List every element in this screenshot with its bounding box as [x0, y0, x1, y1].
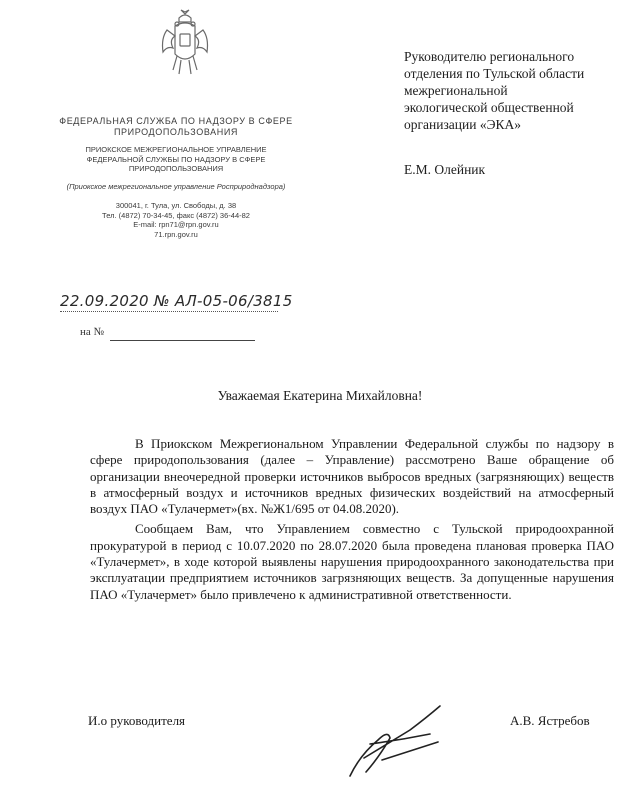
recipient-name: Е.М. Олейник: [404, 162, 486, 177]
agency-contacts: [56, 201, 296, 239]
agency-subdivision: ПРИОКСКОЕ МЕЖРЕГИОНАЛЬНОЕ УПРАВЛЕНИЕ ФЕДЕРАЛЬНОЙ СЛУЖБЫ ПО НАДЗОРУ В СФЕРЕ ПРИРОДОПОЛЬЗОВАНИЯ: [85, 145, 267, 173]
recipient-line: организации «ЭКА»: [404, 117, 522, 132]
agency-website: 71.rpn.gov.ru: [154, 229, 198, 239]
agency-title: ФЕДЕРАЛЬНАЯ СЛУЖБА ПО НАДЗОРУ В СФЕРЕ ПРИРОДОПОЛЬЗОВАНИЯ: [59, 116, 293, 137]
reference-line: [110, 340, 255, 341]
date-underline: [60, 310, 278, 312]
signer-name: А.В. Ястребов: [510, 713, 590, 728]
outgoing-date-number: 22.09.2020 № АЛ-05-06/3815: [60, 292, 293, 310]
recipient-line: отделения по Тульской области: [404, 66, 585, 81]
letter-body: [90, 436, 614, 607]
body-paragraph: Сообщаем Вам, что Управлением совместно с Тульской природоохранной прокуратурой в период с 10.07.2020 по 28.07.2020 была проведена плановая проверка ПАО «Тулачермет», в ходе которой выявлены нарушения природоохранного законодательства при эксплуатации предприятием источников загрязняющих веществ. За допущенные нарушения ПАО «Тулачермет» было привлечено к административной ответственности.: [90, 521, 614, 602]
handwritten-signature: [330, 700, 450, 782]
agency-address: 300041, г. Тула, ул. Свободы, д. 38: [115, 201, 237, 210]
coat-of-arms-emblem: [157, 8, 213, 80]
recipient-block: [404, 48, 614, 133]
recipient-line: экологической общественной: [404, 100, 574, 115]
reference-label: на №: [80, 326, 105, 338]
agency-phone: Тел. (4872) 70-34-45, факс (4872) 36-44-82: [102, 210, 250, 220]
body-paragraph: В Приокском Межрегиональном Управлении Федеральной службы по надзору в сфере природопользования (далее – Управление) рассмотрено Ваше обращение об организации внеочередной проверки источников выбросов вредных (загрязняющих) веществ в атмосферный воздух и источников вредных физических воздействий на атмосферный воздух ПАО «Тулачермет»(вх. №Ж1/695 от 04.08.2020).: [90, 436, 614, 517]
agency-short-name: (Приокское межрегиональное управление Росприроднадзора): [66, 181, 286, 191]
salutation: Уважаемая Екатерина Михайловна!: [217, 388, 423, 403]
agency-header: [56, 116, 296, 239]
recipient-line: Руководителю регионального: [404, 49, 575, 64]
signer-position: И.о руководителя: [88, 713, 186, 728]
agency-email: E-mail: rpn71@rpn.gov.ru: [133, 220, 219, 229]
recipient-line: межрегиональной: [404, 83, 508, 98]
